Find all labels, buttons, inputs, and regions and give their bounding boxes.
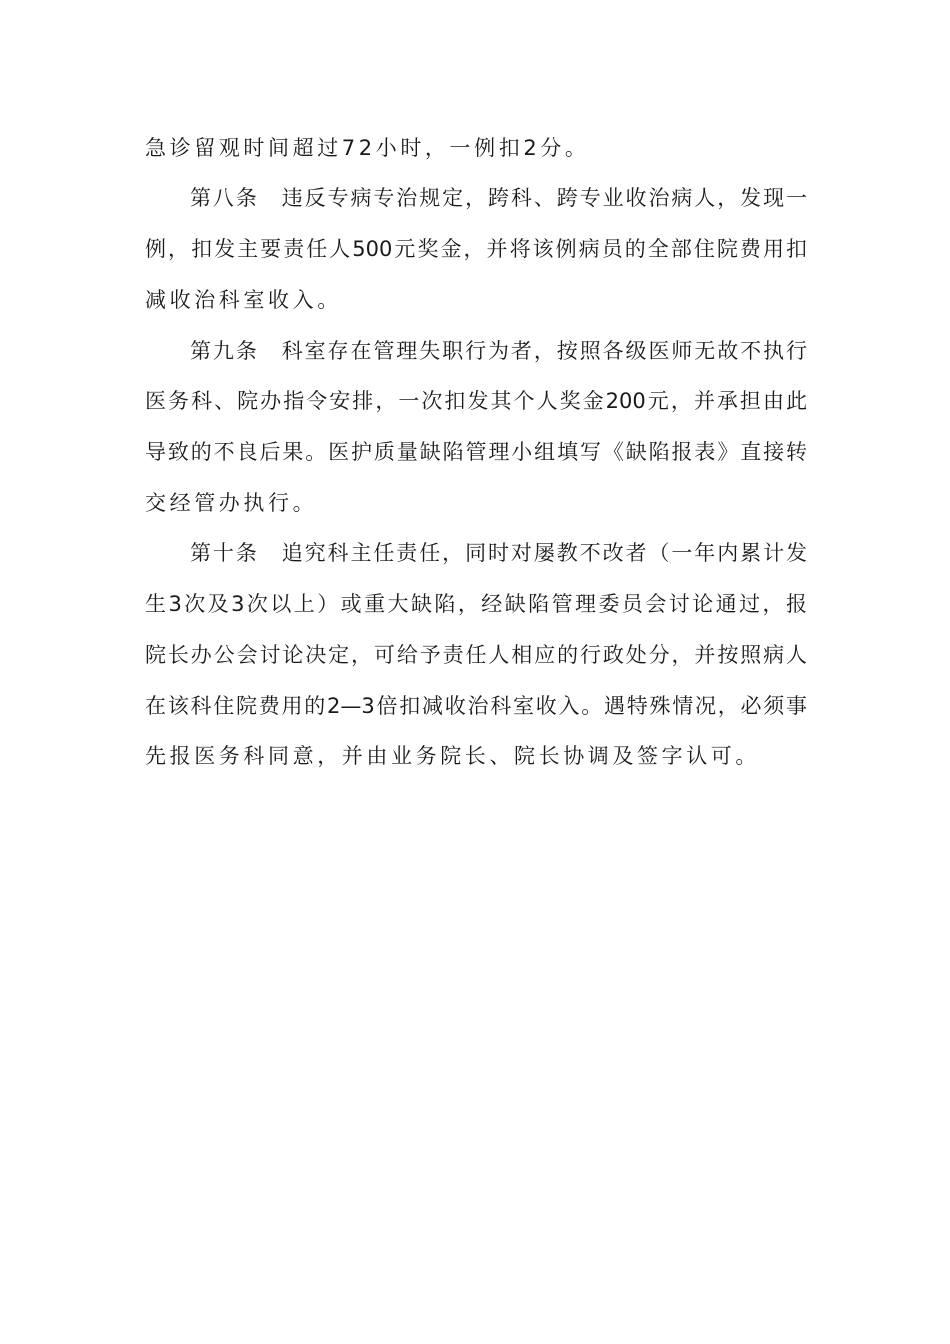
article-9-first-line: 第九条 科室存在管理失职行为者，按照各级医师无故不执行 [190,339,807,363]
text-line: 交经管办执行。 [145,491,318,515]
text-line: 院长办公会讨论决定，可给予责任人相应的行政处分，并按照病人 [145,643,807,667]
text-line: 在该科住院费用的2—3倍扣减收治科室收入。遇特殊情况，必须事 [145,694,807,718]
text-line: 先报医务科同意，并由业务院长、院长协调及签字认可。 [145,744,760,768]
text-line: 医务科、院办指令安排，一次扣发其个人奖金200元，并承担由此 [145,389,807,413]
text-line: 减收治科室收入。 [145,288,342,312]
text-line: 生3次及3次以上）或重大缺陷，经缺陷管理委员会讨论通过，报 [145,592,807,616]
article-10-first-line: 第十条 追究科主任责任，同时对屡教不改者（一年内累计发 [190,541,807,565]
text-line: 急诊留观时间超过72小时，一例扣2分。 [145,136,590,160]
article-8-first-line: 第八条 违反专病专治规定，跨科、跨专业收治病人，发现一 [190,186,807,210]
text-line: 例，扣发主要责任人500元奖金，并将该例病员的全部住院费用扣 [145,237,807,261]
text-line: 导致的不良后果。医护质量缺陷管理小组填写《缺陷报表》直接转 [145,440,807,464]
